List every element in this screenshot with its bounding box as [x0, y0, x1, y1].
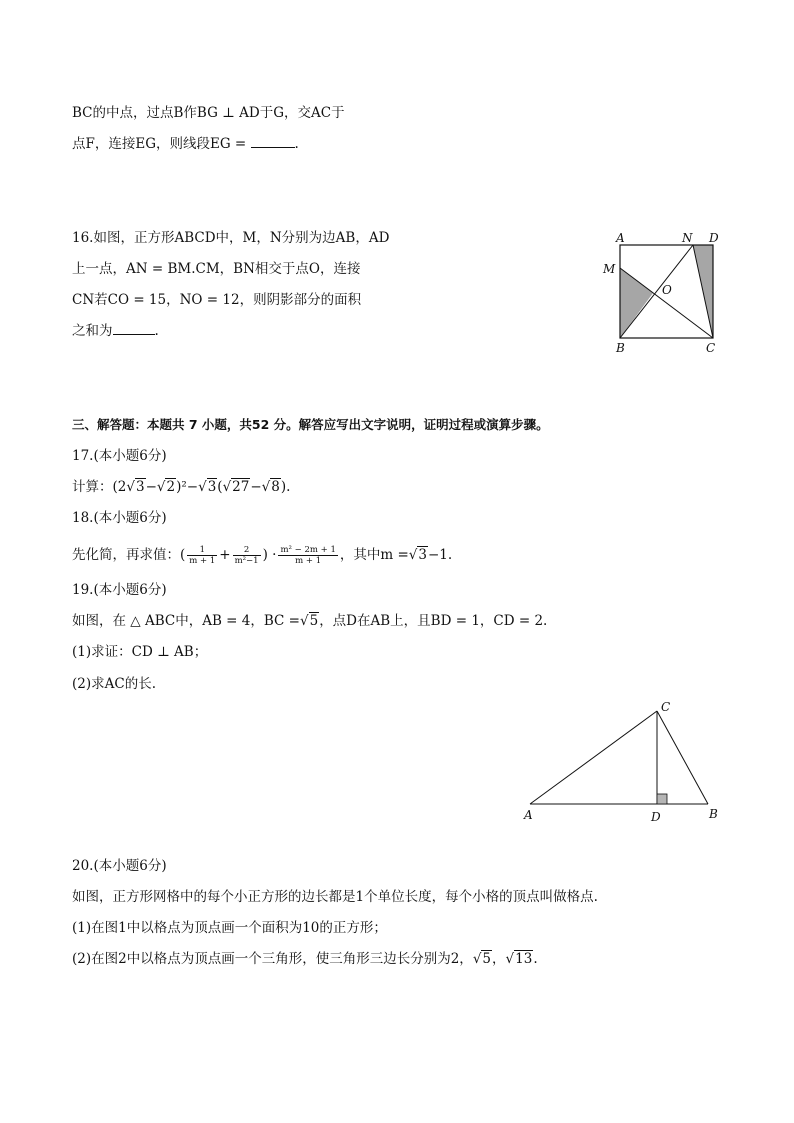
q16-answer-blank — [113, 322, 155, 335]
q19-triangle-figure — [515, 695, 730, 830]
q17-sqrt1: √3 — [126, 479, 145, 495]
q20-part2-text: (2)在图2中以格点为顶点画一个三角形，使三角形三边长分别为2， — [72, 951, 473, 967]
q15-line2-text: 点F，连接EG，则线段EG = — [72, 136, 247, 152]
q19-side-bc — [657, 711, 708, 804]
q16-line4-end: . — [154, 323, 159, 339]
q20-text: 如图，正方形网格中的每个小正方形的边长都是1个单位长度，每个小格的顶点叫做格点. — [72, 889, 598, 905]
q20-sqrt2: √13 — [505, 951, 533, 967]
q20-sep: ， — [492, 951, 506, 967]
q18-frac2: $\frac{2}{\text{m²−1}}$ — [234, 545, 259, 566]
q19-label-b: B — [709, 807, 718, 821]
q17-sqrt5: √8 — [261, 479, 280, 495]
q17-minus2: − — [250, 479, 262, 495]
q18-condition: ，其中m = — [339, 547, 409, 563]
q17-prefix: 计算：(2 — [72, 479, 127, 495]
q16-label-d: D — [709, 231, 719, 245]
q19-text-a: 如图，在 △ ABC中，AB = 4，BC = — [72, 613, 300, 629]
q18-prefix: 先化简，再求值：( — [72, 547, 186, 563]
q15-answer-blank — [251, 135, 295, 148]
q20-part1: (1)在图1中以格点为顶点画一个面积为10的正方形； — [72, 920, 387, 936]
q17-minus1: − — [145, 479, 157, 495]
q16-label-b: B — [616, 341, 625, 355]
q16-line4-text: 之和为 — [72, 323, 113, 339]
q16-label-a: A — [616, 231, 625, 245]
q20-sqrt1: √5 — [472, 951, 492, 967]
q19-label-a: A — [524, 808, 533, 822]
q17-sqrt3: √3 — [198, 479, 217, 495]
q17-header: 17.(本小题6分) — [72, 448, 167, 464]
q15-line2-end: . — [294, 136, 299, 152]
q16-label-o: O — [662, 283, 672, 297]
q20-part2 — [72, 949, 538, 969]
q20-end: . — [533, 951, 538, 967]
q15-line1: BC的中点，过点B作BG ⊥ AD于G，交AC于 — [72, 105, 345, 121]
q16-label-m: M — [603, 262, 616, 276]
q19-text-b: ，点D在AB上，且BD = 1，CD = 2. — [319, 613, 548, 629]
q19-part2: (2)求AC的长. — [72, 676, 156, 692]
q17-expression — [72, 477, 290, 497]
q19-header: 19.(本小题6分) — [72, 582, 167, 598]
q18-frac3: $\frac{\text{m² − 2m + 1}}{m + 1}$ — [280, 545, 336, 566]
q18-plus: + — [219, 547, 231, 563]
q15-line2 — [72, 134, 299, 154]
section3-heading: 三、解答题：本题共 7 小题，共52 分。解答应写出文字说明，证明过程或演算步骤。 — [72, 417, 549, 432]
q16-line1: 16.如图，正方形ABCD中，M，N分别为边AB，AD — [72, 230, 390, 246]
q17-sqrt2: √2 — [156, 479, 176, 495]
q17-squared-minus: )²− — [176, 479, 199, 495]
q16-label-c: C — [706, 341, 716, 355]
q18-expression — [72, 541, 452, 569]
q19-side-ac — [530, 711, 657, 804]
q19-label-d: D — [651, 810, 661, 824]
q18-frac1: $\frac{1}{m + 1}$ — [189, 545, 216, 566]
q20-header: 20.(本小题6分) — [72, 858, 167, 874]
q16-line4 — [72, 321, 159, 341]
q18-header: 18.(本小题6分) — [72, 510, 167, 526]
q17-end: ). — [280, 479, 291, 495]
q16-label-n: N — [682, 231, 693, 245]
q18-condition-end: −1. — [427, 547, 453, 563]
q16-line2: 上一点，AN = BM.CM，BN相交于点O，连接 — [72, 261, 361, 277]
q18-dot: ) · — [262, 547, 277, 563]
q17-sqrt4: √27 — [222, 479, 250, 495]
q19-sqrt: √5 — [299, 613, 319, 629]
q19-right-angle-mark — [657, 794, 667, 804]
q19-label-c: C — [661, 700, 671, 714]
q16-square-figure — [595, 225, 735, 360]
q16-line3: CN若CO = 15，NO = 12，则阴影部分的面积 — [72, 292, 362, 308]
q17-paren: ( — [217, 479, 223, 495]
q19-part1: (1)求证：CD ⊥ AB； — [72, 644, 208, 660]
q19-text — [72, 611, 547, 631]
q18-sqrt: √3 — [408, 547, 427, 563]
